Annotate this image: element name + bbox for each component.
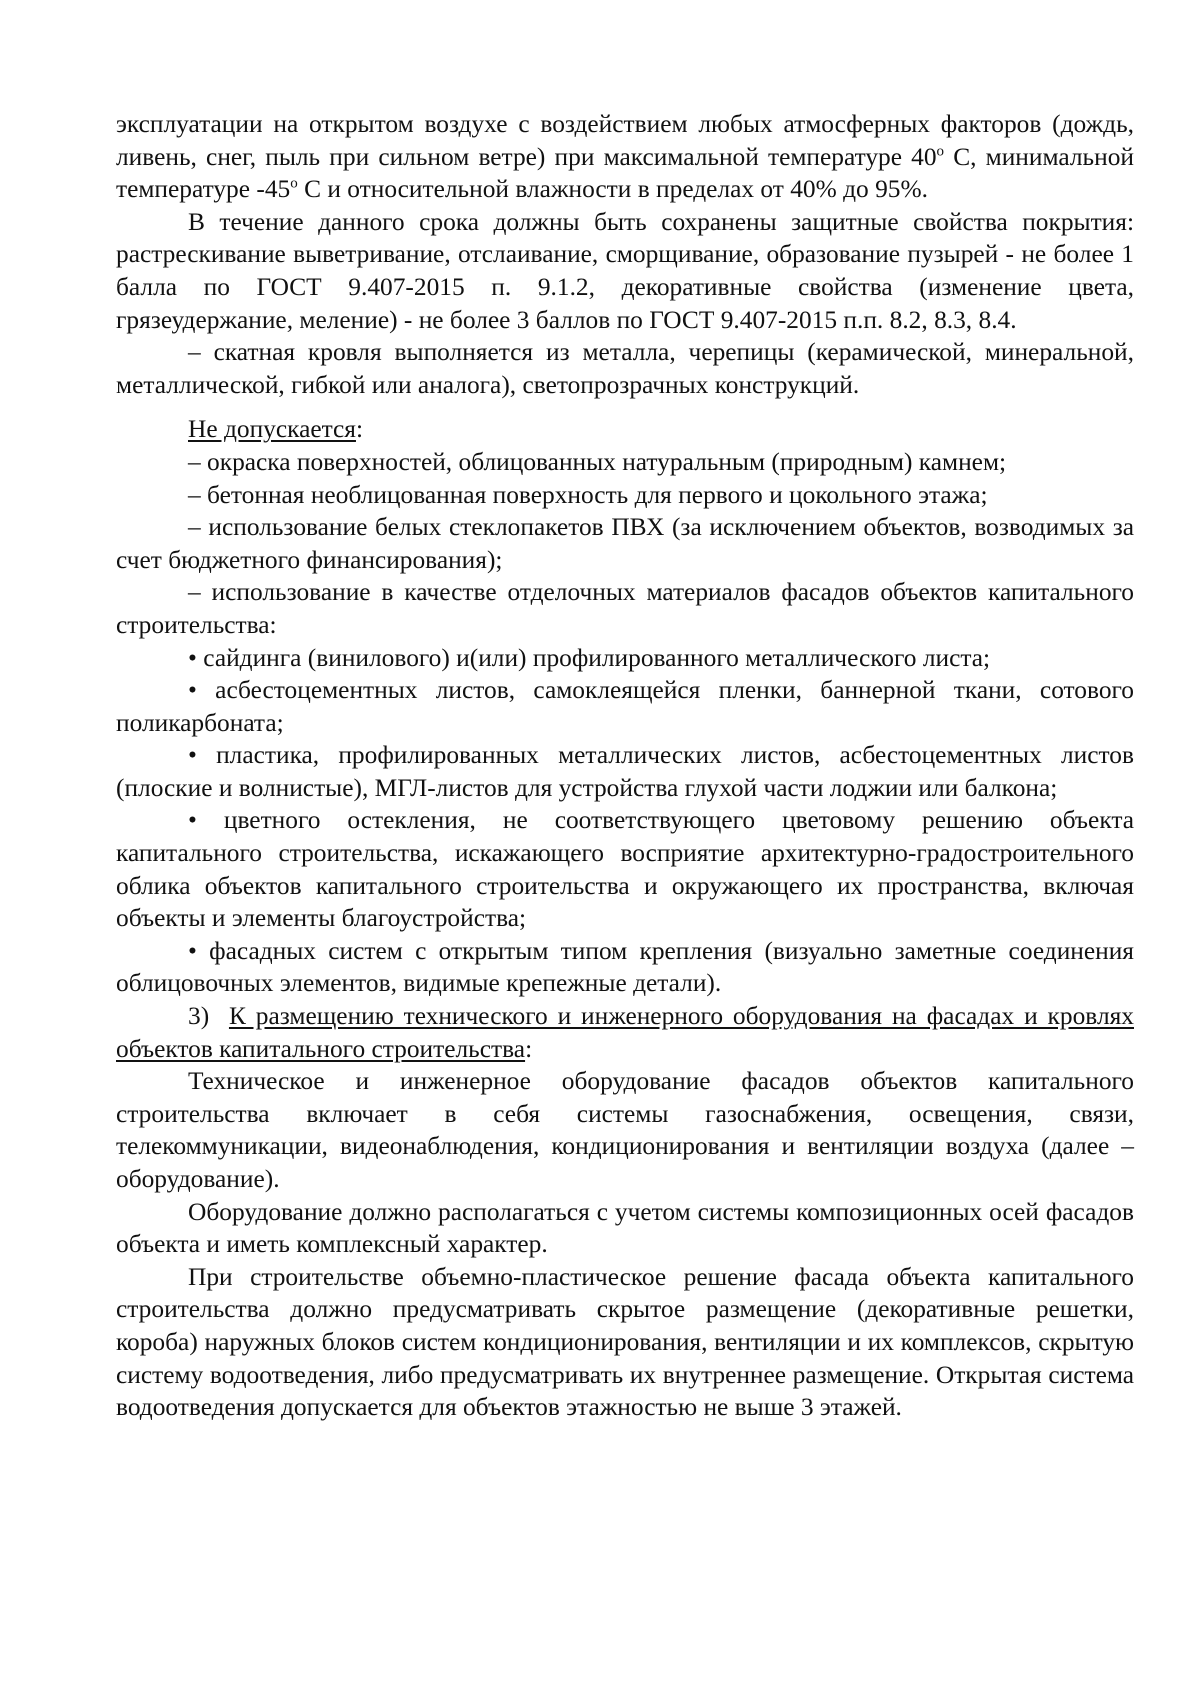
section-title: К размещению технического и инженерного оборудования на фасадах и кровлях объектов капитального строительства: [116, 1002, 1134, 1063]
bullet-item-colored-glazing: • цветного остекления, не соответствующего цветовому решению объекта капитального строительства, искажающего восприятие архитектурно-градостроительного облика объектов капитального строительства и окружающего их пространства, включая объекты и элементы благоустройства;: [116, 806, 1134, 933]
text-fragment: С и относительной влажности в пределах от 40% до 95%.: [297, 175, 928, 204]
not-allowed-label: Не допускается: [188, 415, 356, 444]
paragraph-equipment-definition: Техническое и инженерное оборудование фасадов объектов капитального строительства включает в себя системы газоснабжения, освещения, связи, телекоммуникации, видеонаблюдения, кондиционирования и вентиляции воздуха (далее – оборудование).: [116, 1067, 1134, 1193]
dash-item-concrete-surface: – бетонная необлицованная поверхность для первого и цокольного этажа;: [188, 480, 988, 509]
paragraph-pitched-roof: – скатная кровля выполняется из металла, черепицы (керамической, минеральной, металлической, гибкой или аналога), светопрозрачных конструкций.: [116, 338, 1134, 399]
bullet-item-plastic: • пластика, профилированных металлических листов, асбестоцементных листов (плоские и волнистые), МГЛ-листов для устройства глухой части лоджии или балкона;: [116, 741, 1134, 802]
paragraph-protective-properties: В течение данного срока должны быть сохранены защитные свойства покрытия: растрескивание выветривание, отслаивание, сморщивание, образование пузырей - не более 1 балла по ГОСТ 9.407-2015 п. 9.1.2, декоративные свойства (изменение цвета, грязеудержание, меление) - не более 3 баллов по ГОСТ 9.407-2015 п.п. 8.2, 8.3, 8.4.: [116, 207, 1134, 334]
dash-item-finishing-materials: – использование в качестве отделочных материалов фасадов объектов капитального строительства:: [116, 578, 1134, 639]
bullet-item-facade-systems: • фасадных систем с открытым типом крепления (визуально заметные соединения облицовочных элементов, видимые крепежные детали).: [116, 936, 1134, 998]
bullet-item-asbestos-sheets: • асбестоцементных листов, самоклеящейся пленки, баннерной ткани, сотового поликарбоната;: [116, 676, 1134, 737]
degree-mark: o: [290, 175, 298, 192]
text-fragment: эксплуатации на открытом воздухе с воздействием любых атмосферных факторов (дождь, ливень, снег, пыль при сильном ветре) при максимальной температуре 40: [116, 110, 1134, 171]
paragraph-operating-conditions: [116, 108, 1134, 206]
section-number: 3): [188, 1002, 210, 1031]
section-3-heading: [116, 1000, 1134, 1065]
section-colon: :: [525, 1034, 533, 1063]
document-page: [116, 108, 1134, 1424]
dash-item-white-pvc: – использование белых стеклопакетов ПВХ (за исключением объектов, возводимых за счет бюджетного финансирования);: [116, 513, 1134, 574]
paragraph-equipment-placement: Оборудование должно располагаться с учетом системы композиционных осей фасадов объекта и иметь комплексный характер.: [116, 1197, 1134, 1259]
heading-colon: :: [355, 415, 364, 444]
degree-mark: o: [936, 143, 945, 160]
text-fragment: С, минимальной температуре -45: [116, 142, 1134, 204]
paragraph-hidden-placement: При строительстве объемно-пластическое решение фасада объекта капитального строительства должно предусматривать скрытое размещение (декоративные решетки, короба) наружных блоков систем кондиционирования, вентиляции и их комплексов, скрытую систему водоотведения, либо предусматривать их внутреннее размещение. Открытая система водоотведения допускается для объектов этажностью не выше 3 этажей.: [116, 1262, 1134, 1422]
not-allowed-heading: [116, 413, 1134, 446]
bullet-item-siding: • сайдинга (винилового) и(или) профилированного металлического листа;: [188, 643, 991, 672]
dash-item-stone-painting: – окраска поверхностей, облицованных натуральным (природным) камнем;: [188, 447, 1007, 476]
